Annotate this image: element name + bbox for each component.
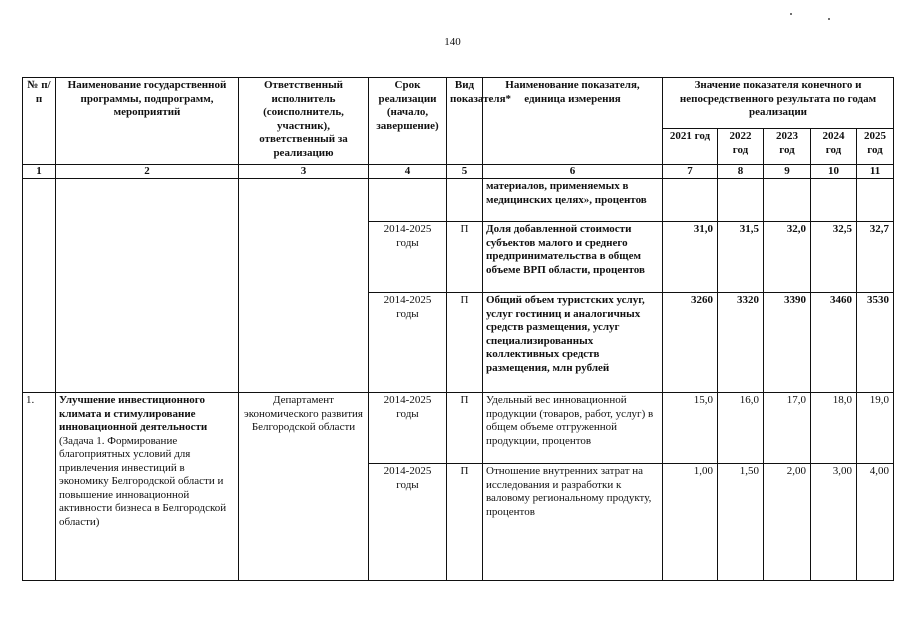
row-value: 3260: [663, 293, 718, 393]
row-value: 15,0: [663, 393, 718, 464]
row-value: [663, 179, 718, 222]
row-value: 31,5: [718, 222, 764, 293]
header-program-name: Наименование государственной программы, подпрограмм, мероприятий: [56, 78, 239, 165]
row-indicator: Отношение внутренних затрат на исследования и разработки к валовому региональному продукту, процентов: [483, 464, 663, 581]
row-value: [811, 179, 857, 222]
row-kind: П: [447, 293, 483, 393]
row-value: 3320: [718, 293, 764, 393]
row-value: 3,00: [811, 464, 857, 581]
row-value: 1,50: [718, 464, 764, 581]
indicators-table: [22, 77, 894, 581]
column-number: 1: [23, 165, 56, 179]
header-executor: Ответственный исполнитель (соисполнитель, участник), ответственный за реализацию: [239, 78, 369, 165]
row-value: 18,0: [811, 393, 857, 464]
row-value: 3530: [857, 293, 894, 393]
row-value: 31,0: [663, 222, 718, 293]
row-executor: Департамент экономического развития Белгородской области: [239, 393, 369, 581]
header-year: 2024 год: [811, 129, 857, 165]
row-value: 3460: [811, 293, 857, 393]
row-kind: П: [447, 464, 483, 581]
row-value: 19,0: [857, 393, 894, 464]
row-value: 1,00: [663, 464, 718, 581]
row-value: 16,0: [718, 393, 764, 464]
page-number: 140: [444, 36, 461, 48]
header-year: 2025 год: [857, 129, 894, 165]
row-indicator: Доля добавленной стоимости субъектов малого и среднего предпринимательства в общем объеме ВРП области, процентов: [483, 222, 663, 293]
scan-speck: [828, 18, 830, 20]
header-row: [23, 78, 894, 129]
row-value: 32,0: [764, 222, 811, 293]
header-year: 2021 год: [663, 129, 718, 165]
row-value: 17,0: [764, 393, 811, 464]
column-number: 7: [663, 165, 718, 179]
column-number: 4: [369, 165, 447, 179]
column-number: 10: [811, 165, 857, 179]
header-kind: Вид показателя*: [447, 78, 483, 165]
row-value: [857, 179, 894, 222]
row-period: 2014-2025 годы: [369, 293, 447, 393]
row-indicator: материалов, применяемых в медицинских целях», процентов: [483, 179, 663, 222]
header-period: Срок реализации (начало, завершение): [369, 78, 447, 165]
column-number: 2: [56, 165, 239, 179]
measure-title: Улучшение инвестиционного климата и стимулирование инновационной деятельности: [59, 394, 208, 433]
row-period: 2014-2025 годы: [369, 464, 447, 581]
table-row: [23, 179, 894, 222]
row-value: 2,00: [764, 464, 811, 581]
row-value: 32,7: [857, 222, 894, 293]
header-year: 2023 год: [764, 129, 811, 165]
row-kind: П: [447, 222, 483, 293]
row-period: 2014-2025 годы: [369, 222, 447, 293]
column-number: 11: [857, 165, 894, 179]
header-indicator: Наименование показателя, единица измерения: [483, 78, 663, 165]
column-number: 6: [483, 165, 663, 179]
row-period: 2014-2025 годы: [369, 393, 447, 464]
row-num: [23, 179, 56, 393]
row-value: 4,00: [857, 464, 894, 581]
scan-speck: [790, 13, 792, 15]
measure-task: (Задача 1. Формирование благоприятных условий для привлечения инвестиций в экономику Белгородской области и повышение инновационной активности бизнеса в Белгородской области): [59, 434, 227, 528]
row-num: 1.: [23, 393, 56, 581]
column-number: 3: [239, 165, 369, 179]
row-indicator: Удельный вес инновационной продукции (товаров, работ, услуг) в общем объеме отгруженной продукции, процентов: [483, 393, 663, 464]
row-period: [369, 179, 447, 222]
row-executor: [239, 179, 369, 393]
row-value: 3390: [764, 293, 811, 393]
table-row: [23, 393, 894, 464]
row-kind: П: [447, 393, 483, 464]
column-number: 5: [447, 165, 483, 179]
row-program-name: [56, 393, 239, 581]
column-numbers-row: [23, 165, 894, 179]
row-value: [764, 179, 811, 222]
row-value: 32,5: [811, 222, 857, 293]
column-number: 8: [718, 165, 764, 179]
header-num: № п/п: [23, 78, 56, 165]
header-values: Значение показателя конечного и непосредственного результата по годам реализации: [663, 78, 894, 129]
row-value: [718, 179, 764, 222]
header-year: 2022 год: [718, 129, 764, 165]
row-kind: [447, 179, 483, 222]
row-program-name: [56, 179, 239, 393]
column-number: 9: [764, 165, 811, 179]
row-indicator: Общий объем туристских услуг, услуг гостиниц и аналогичных средств размещения, услуг специализированных коллективных средств размещения, млн рублей: [483, 293, 663, 393]
